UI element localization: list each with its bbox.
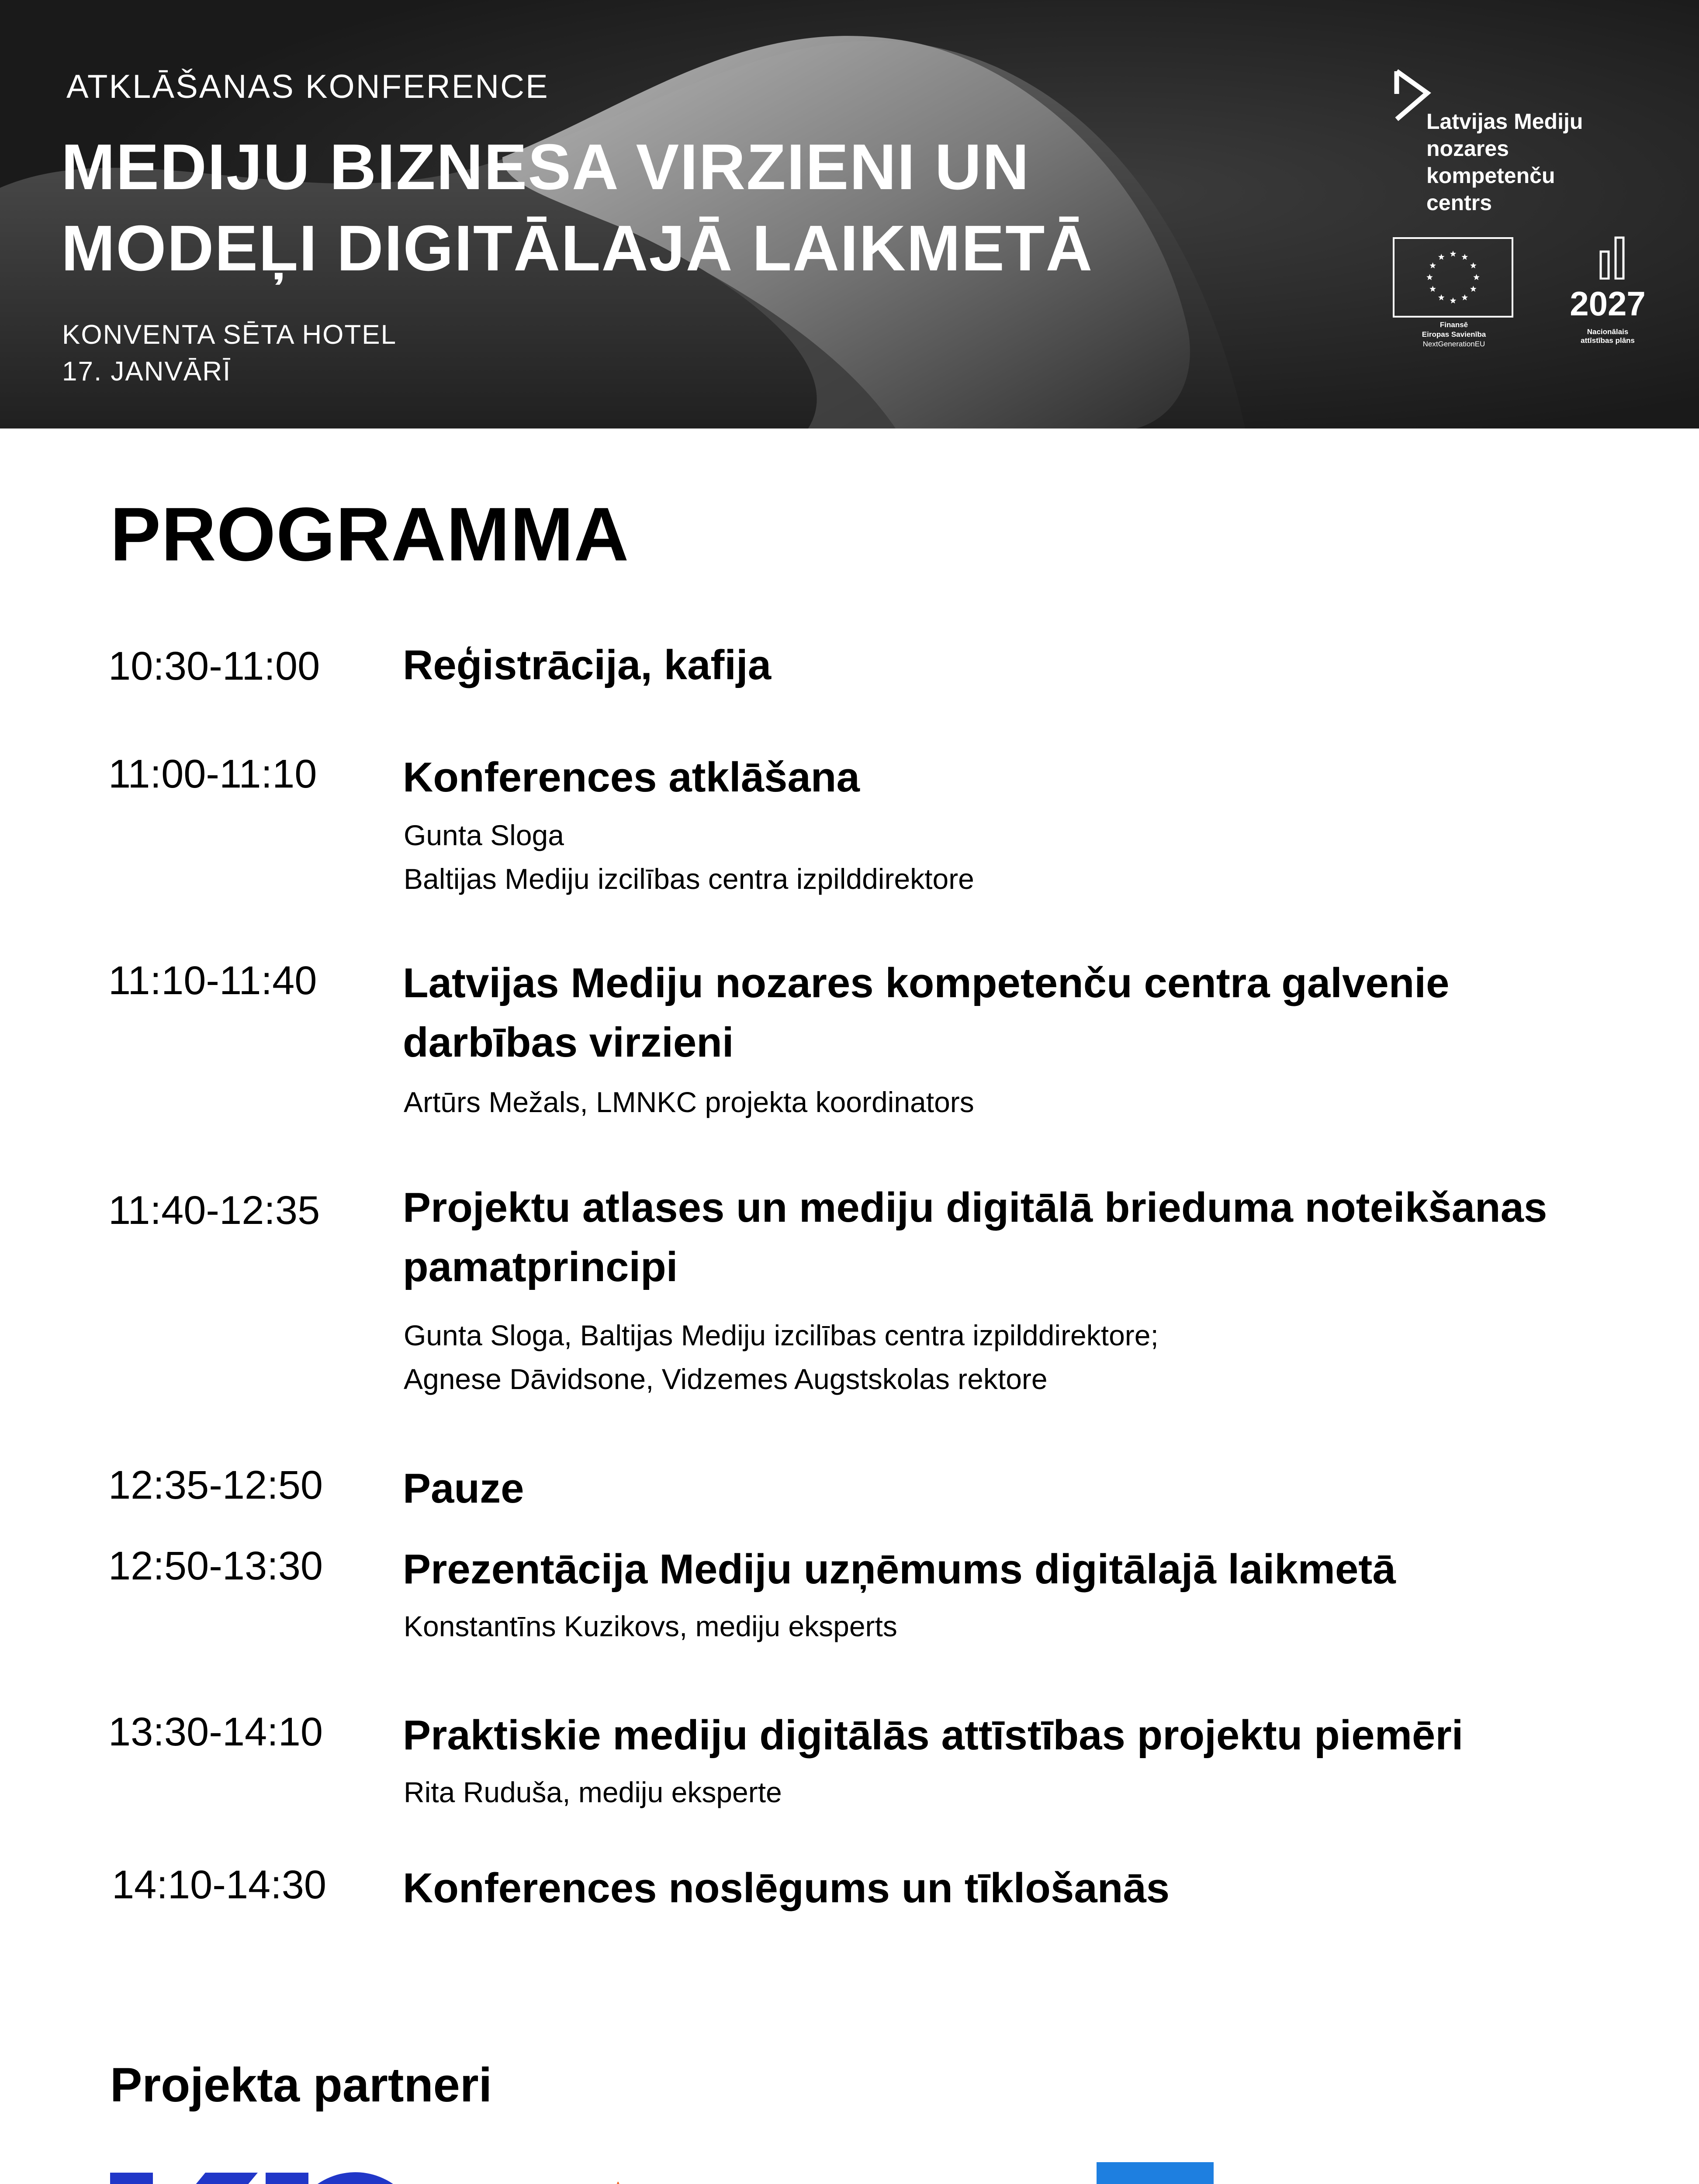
- item-topic: Praktiskie mediju digitālās attīstības projektu piemēri: [403, 1712, 1464, 1759]
- eu-star: [1462, 254, 1468, 260]
- programme-title: PROGRAMMA: [110, 491, 630, 577]
- eu-funding-badge: [1393, 237, 1515, 364]
- item-time: 12:35-12:50: [108, 1463, 323, 1507]
- title-line-2: MODEĻI DIGITĀLAJĀ LAIKMETĀ: [61, 212, 1093, 284]
- topic-line-2: pamatprincipi: [403, 1244, 678, 1290]
- eu-star: [1450, 251, 1457, 257]
- item-speaker: [404, 1604, 1627, 1648]
- item-topic: Konferences atklāšana: [403, 754, 860, 801]
- nap-text-line-2: attīstības plāns: [1581, 336, 1635, 345]
- venue-block: [62, 317, 397, 390]
- venue-name: KONVENTA SĒTA HOTEL: [62, 320, 397, 350]
- item-speaker: [404, 1313, 1627, 1401]
- kic-logo: [110, 2171, 407, 2184]
- bmic-logo: [1097, 2162, 1490, 2184]
- item-topic: [403, 954, 1661, 1072]
- item-speaker: [404, 1770, 1627, 1814]
- eu-text-line-3: NextGenerationEU: [1422, 340, 1485, 348]
- item-time: 11:40-12:35: [108, 1188, 320, 1233]
- item-speaker: [404, 813, 1627, 901]
- speaker-line-2: Agnese Dāvidsone, Vidzemes Augstskolas rektore: [404, 1363, 1048, 1395]
- lmnkc-logo-line-2: nozares kompetenču: [1426, 136, 1555, 188]
- item-topic: Konferences noslēgums un tīklošanās: [403, 1865, 1170, 1911]
- eu-star: [1470, 286, 1477, 292]
- eu-star: [1473, 274, 1480, 280]
- eu-star: [1429, 263, 1436, 269]
- item-time: 11:10-11:40: [108, 958, 317, 1003]
- eu-star: [1426, 274, 1433, 280]
- eu-text-line-1: Finansē: [1439, 321, 1468, 329]
- item-topic: Reģistrācija, kafija: [403, 642, 772, 688]
- partners-title: Projekta partneri: [110, 2058, 492, 2112]
- item-time: 14:10-14:30: [112, 1863, 327, 1907]
- vidzemes-augstskola-logo: [509, 2182, 1020, 2184]
- lmnkc-logo-text: [1426, 108, 1636, 216]
- conference-eyebrow: ATKLĀŠANAS KONFERENCE: [66, 68, 549, 105]
- speaker-line-1: Rita Ruduša, mediju eksperte: [404, 1776, 782, 1808]
- eu-text-line-2: Eiropas Savienība: [1422, 330, 1486, 339]
- speaker-line-1: Konstantīns Kuzikovs, mediju eksperts: [404, 1610, 897, 1642]
- item-time: 13:30-14:10: [108, 1710, 323, 1754]
- speaker-line-1: Artūrs Mežals, LMNKC projekta koordinators: [404, 1086, 974, 1118]
- item-topic: Prezentācija Mediju uzņēmums digitālajā laikmetā: [403, 1546, 1396, 1593]
- nap-text-line-1: Nacionālais: [1587, 328, 1629, 336]
- bmic-logo-box: [1097, 2162, 1214, 2184]
- lmnkc-logo-line-3: centrs: [1426, 190, 1492, 215]
- item-time: 11:00-11:10: [108, 752, 317, 796]
- eu-funding-text: [1380, 320, 1528, 349]
- title-line-1: MEDIJU BIZNESA VIRZIENI UN: [61, 131, 1030, 203]
- topic-line-1: Latvijas Mediju nozares kompetenču centra galvenie: [403, 960, 1450, 1006]
- event-date: 17. JANVĀRĪ: [62, 356, 232, 387]
- nap-2027-badge: [1564, 236, 1651, 349]
- eu-star: [1450, 297, 1457, 304]
- speaker-line-1: Gunta Sloga: [404, 819, 564, 851]
- eu-star: [1438, 294, 1445, 301]
- bars-icon: [1598, 236, 1629, 280]
- speaker-line-2: Baltijas Mediju izcilības centra izpilddirektore: [404, 863, 974, 895]
- speaker-line-1: Gunta Sloga, Baltijas Mediju izcilības centra izpilddirektore;: [404, 1319, 1159, 1351]
- item-time: 10:30-11:00: [108, 644, 320, 688]
- nap-text: [1564, 328, 1651, 345]
- eu-star: [1429, 286, 1436, 292]
- item-time: 12:50-13:30: [108, 1544, 323, 1588]
- lmnkc-logo-line-1: Latvijas Mediju: [1426, 109, 1583, 134]
- topic-line-1: Projektu atlases un mediju digitālā brieduma noteikšanas: [403, 1184, 1547, 1231]
- nap-year: 2027: [1570, 284, 1646, 323]
- eu-flag-icon: [1393, 237, 1513, 318]
- va-mark-icon: [509, 2182, 684, 2184]
- eu-star: [1438, 254, 1445, 260]
- conference-title: [61, 127, 1153, 289]
- eu-star: [1462, 294, 1468, 301]
- item-topic: [403, 1178, 1661, 1297]
- lmnkc-logo: [1391, 68, 1636, 215]
- eu-star: [1470, 263, 1477, 269]
- item-speaker: [404, 1080, 1627, 1124]
- header-banner: [0, 0, 1699, 429]
- item-topic: Pauze: [403, 1465, 524, 1512]
- topic-line-2: darbības virzieni: [403, 1019, 734, 1066]
